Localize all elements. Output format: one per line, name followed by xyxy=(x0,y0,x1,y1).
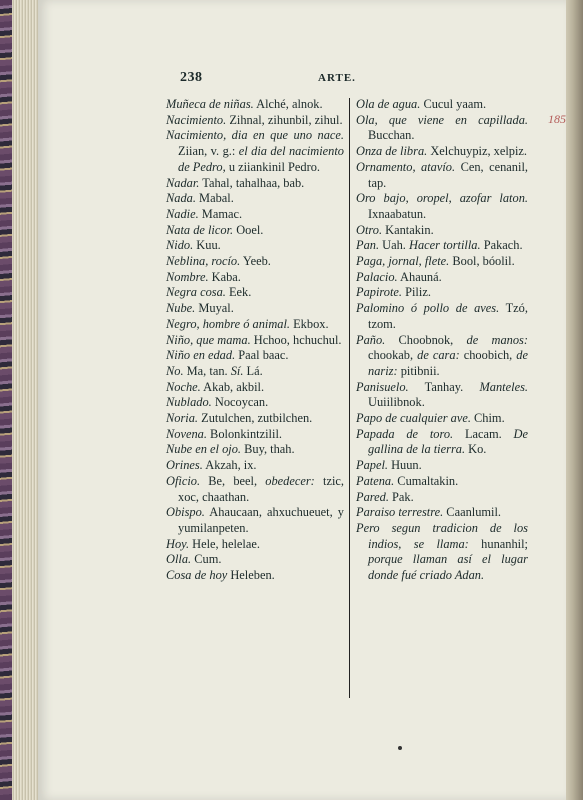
dictionary-entry xyxy=(166,128,344,175)
entry-definition: Ma, tan. xyxy=(183,363,228,378)
entry-term: Nube en el ojo. xyxy=(166,442,242,457)
entry-term: Cosa de hoy xyxy=(166,568,228,583)
entry-definition: Ahaucaan, ahxuchueuet, y yumilanpeten. xyxy=(178,505,344,535)
entry-definition: Choobnok, xyxy=(385,332,454,347)
entry-definition: choobich, xyxy=(459,348,513,363)
entry-definition: Akzah, ix. xyxy=(202,458,257,473)
dictionary-entry xyxy=(356,333,528,380)
dictionary-entry xyxy=(356,113,528,144)
entry-term: Ornamento, atavío. xyxy=(356,159,456,174)
entry-term: Nata de licor. xyxy=(166,222,234,237)
dictionary-entry xyxy=(166,301,344,317)
entry-term: Patena. xyxy=(356,473,395,488)
dictionary-entry xyxy=(166,113,344,129)
entry-term: obedecer: xyxy=(257,473,315,488)
entry-term: Palacio. xyxy=(356,269,398,284)
dictionary-entry xyxy=(166,380,344,396)
entry-definition: Kantakin. xyxy=(382,222,434,237)
entry-term: Nadie. xyxy=(166,206,199,221)
entry-definition: Pak. xyxy=(388,489,414,504)
entry-term: Panisuelo. xyxy=(356,379,409,394)
page-number: 238 xyxy=(180,70,203,85)
entry-term: Onza de libra. xyxy=(356,144,428,159)
running-head: ARTE. xyxy=(318,72,356,84)
entry-definition: Lacam. xyxy=(453,426,502,441)
entry-definition: Paal baac. xyxy=(235,348,289,363)
entry-term: Noche. xyxy=(166,379,201,394)
entry-definition: chookab, xyxy=(368,348,414,363)
entry-definition: Uuiilibnok. xyxy=(368,395,425,410)
entry-definition: Cen, cenanil, tap. xyxy=(368,159,528,190)
entry-term: Paraiso terrestre. xyxy=(356,505,444,520)
entry-definition: Xelchuypiz, xelpiz. xyxy=(427,144,528,159)
dictionary-entry xyxy=(356,191,528,222)
entry-definition: Zutulchen, zutbilchen. xyxy=(198,411,313,426)
entry-definition: Uah. xyxy=(379,238,406,253)
entry-definition: Kaba. xyxy=(208,269,241,284)
entry-definition: pitibnii. xyxy=(397,363,440,378)
entry-definition: Huun. xyxy=(388,458,422,473)
dictionary-entry xyxy=(356,474,528,490)
dictionary-entry xyxy=(356,238,528,254)
entry-term: Niño, que mama. xyxy=(166,332,251,347)
dictionary-entry xyxy=(356,505,528,521)
dictionary-entry xyxy=(166,458,344,474)
dictionary-entry xyxy=(166,537,344,553)
entry-definition: Nocoycan. xyxy=(211,395,269,410)
entry-term: de manos: xyxy=(453,332,529,347)
entry-term: Nacimiento. xyxy=(166,112,227,127)
entry-definition: Cumaltakin. xyxy=(394,473,459,488)
entry-term: Neblina, rocío. xyxy=(166,254,241,269)
entry-term: Nombre. xyxy=(166,269,209,284)
entry-definition: Muyal. xyxy=(195,301,234,316)
entry-definition: Ixnaabatun. xyxy=(368,206,427,221)
dictionary-entry xyxy=(356,285,528,301)
dictionary-entry xyxy=(356,270,528,286)
entry-definition: Tzó, tzom. xyxy=(368,301,528,331)
entry-definition: Chim. xyxy=(470,411,505,426)
entry-term: Manteles. xyxy=(463,379,528,394)
dictionary-entry xyxy=(166,348,344,364)
dictionary-entry xyxy=(166,427,344,443)
entry-term: Novena. xyxy=(166,426,207,441)
dictionary-entry xyxy=(166,552,344,568)
dictionary-entry xyxy=(166,442,344,458)
book-page xyxy=(38,0,566,800)
dictionary-entry xyxy=(166,395,344,411)
entry-definition: Bolonkintzilil. xyxy=(206,426,282,441)
entry-definition: tzic, xoc, chaathan. xyxy=(178,473,344,504)
entry-term: Paga, jornal, flete. xyxy=(356,254,450,269)
entry-definition: Alché, alnok. xyxy=(253,97,323,111)
entry-term: Negra cosa. xyxy=(166,285,226,300)
dictionary-entry xyxy=(356,380,528,411)
entry-term: Nublado. xyxy=(166,395,212,410)
entry-term: Nadar. xyxy=(166,175,200,190)
entry-term: De gallina de la tierra. xyxy=(368,426,528,457)
entry-definition: u ziiankinil Pedro. xyxy=(225,159,321,174)
dictionary-entry xyxy=(166,285,344,301)
entry-definition: Ekbox. xyxy=(290,316,329,331)
entry-definition: Ooel. xyxy=(233,222,264,237)
entry-term: Noria. xyxy=(166,411,199,426)
entry-definition: Yeeb. xyxy=(240,254,271,269)
entry-term: Obispo. xyxy=(166,505,205,520)
entry-definition: Ko. xyxy=(465,442,487,457)
entry-term: Paño. xyxy=(356,332,386,347)
dictionary-entry xyxy=(166,270,344,286)
dictionary-entry xyxy=(166,191,344,207)
entry-term: de cara: xyxy=(413,348,460,363)
entry-term: Papo de cualquier ave. xyxy=(356,411,471,426)
entry-term: Palomino ó pollo de aves. xyxy=(356,301,500,316)
dictionary-entry xyxy=(166,568,344,584)
entry-term: Ola de agua. xyxy=(356,97,421,111)
entry-term: el dia del nacimiento de Pedro, xyxy=(178,144,344,174)
entry-term: Hoy. xyxy=(166,536,190,551)
entry-term: Nube. xyxy=(166,301,196,316)
entry-term: Muñeca de niñas. xyxy=(166,97,254,111)
dictionary-entry xyxy=(356,490,528,506)
dictionary-entry xyxy=(356,160,528,191)
entry-definition: Ahauná. xyxy=(397,269,442,284)
entry-term: Papel. xyxy=(356,458,388,473)
entry-definition: Bool, bóolil. xyxy=(449,254,515,269)
entry-term: Pero segun tradicion de los indios, se llama: xyxy=(356,520,528,551)
entry-definition: Kuu. xyxy=(193,238,221,253)
dictionary-entry xyxy=(356,223,528,239)
dictionary-entry xyxy=(356,301,528,332)
dictionary-entry xyxy=(166,505,344,536)
dictionary-entry xyxy=(356,411,528,427)
entry-term: Papada de toro. xyxy=(356,426,454,441)
ink-dot xyxy=(398,746,402,750)
dictionary-entry xyxy=(166,238,344,254)
entry-definition: Pakach. xyxy=(480,238,523,253)
right-page-edge xyxy=(566,0,583,800)
dictionary-entry xyxy=(166,474,344,505)
entry-term: Oro bajo, oropel, azofar laton. xyxy=(356,191,528,206)
entry-term: Otro. xyxy=(356,222,383,237)
dictionary-entry xyxy=(166,254,344,270)
entry-term: Orines. xyxy=(166,458,203,473)
entry-term: Hacer tortilla. xyxy=(405,238,481,253)
entry-definition: hunanhil; xyxy=(468,536,528,551)
entry-definition: Mabal. xyxy=(195,191,234,206)
entry-definition: Tanhay. xyxy=(408,379,464,394)
column-rule xyxy=(349,98,350,698)
entry-term: porque llaman así el lugar donde fué criado Adan. xyxy=(368,552,528,583)
margin-annotation: 185 xyxy=(548,112,566,126)
dictionary-entry xyxy=(166,176,344,192)
entry-definition: Akab, akbil. xyxy=(200,379,265,394)
entry-term: de nariz: xyxy=(368,348,528,378)
entry-definition: Lá. xyxy=(243,363,263,378)
entry-term: Olla. xyxy=(166,552,192,567)
entry-term: Nido. xyxy=(166,238,194,253)
dictionary-entry xyxy=(166,364,344,380)
entry-term: Niño en edad. xyxy=(166,348,236,363)
entry-definition: Bucchan. xyxy=(368,128,415,143)
entry-term: No. xyxy=(166,363,184,378)
dictionary-entry xyxy=(356,427,528,458)
dictionary-entry xyxy=(166,223,344,239)
entry-term: Nada. xyxy=(166,191,196,206)
entry-definition: Hele, helelae. xyxy=(189,536,260,551)
entry-term: Oficio. xyxy=(166,473,201,488)
entry-term: Negro, hombre ó animal. xyxy=(166,316,291,331)
entry-definition: Caanlumil. xyxy=(443,505,502,520)
page-header xyxy=(38,70,566,90)
right-column xyxy=(356,97,528,584)
entry-definition: Cum. xyxy=(191,552,222,567)
entry-definition: Ziian, v. g.: xyxy=(178,144,236,159)
entry-term: Pan. xyxy=(356,238,380,253)
entry-definition: Tahal, tahalhaa, bab. xyxy=(199,175,305,190)
dictionary-entry xyxy=(166,411,344,427)
entry-definition: Eek. xyxy=(225,285,252,300)
entry-definition: Heleben. xyxy=(227,568,275,583)
dictionary-entry xyxy=(356,521,528,584)
entry-term: Ola, que viene en capillada. xyxy=(356,112,528,127)
dictionary-entry xyxy=(166,207,344,223)
entry-definition: Piliz. xyxy=(402,285,431,300)
dictionary-entry xyxy=(356,254,528,270)
dictionary-entry xyxy=(166,317,344,333)
entry-term: Pared. xyxy=(356,489,389,504)
left-column xyxy=(166,97,344,584)
entry-definition: Hchoo, hchuchul. xyxy=(250,332,342,347)
entry-definition: Be, beel, xyxy=(200,473,258,488)
entry-term: Sí. xyxy=(227,363,244,378)
dictionary-entry xyxy=(166,333,344,349)
entry-definition: Zihnal, zihunbil, zihul. xyxy=(226,112,343,127)
entry-term: Papirote. xyxy=(356,285,402,300)
dictionary-entry xyxy=(356,458,528,474)
dictionary-entry xyxy=(356,144,528,160)
entry-definition: Mamac. xyxy=(198,206,243,221)
entry-term: Nacimiento, dia en que uno nace. xyxy=(166,128,344,143)
entry-definition: Buy, thah. xyxy=(241,442,295,457)
dictionary-entry xyxy=(166,97,344,113)
entry-definition: Cucul yaam. xyxy=(420,97,487,111)
dictionary-entry xyxy=(356,97,528,113)
page-edges xyxy=(12,0,40,800)
